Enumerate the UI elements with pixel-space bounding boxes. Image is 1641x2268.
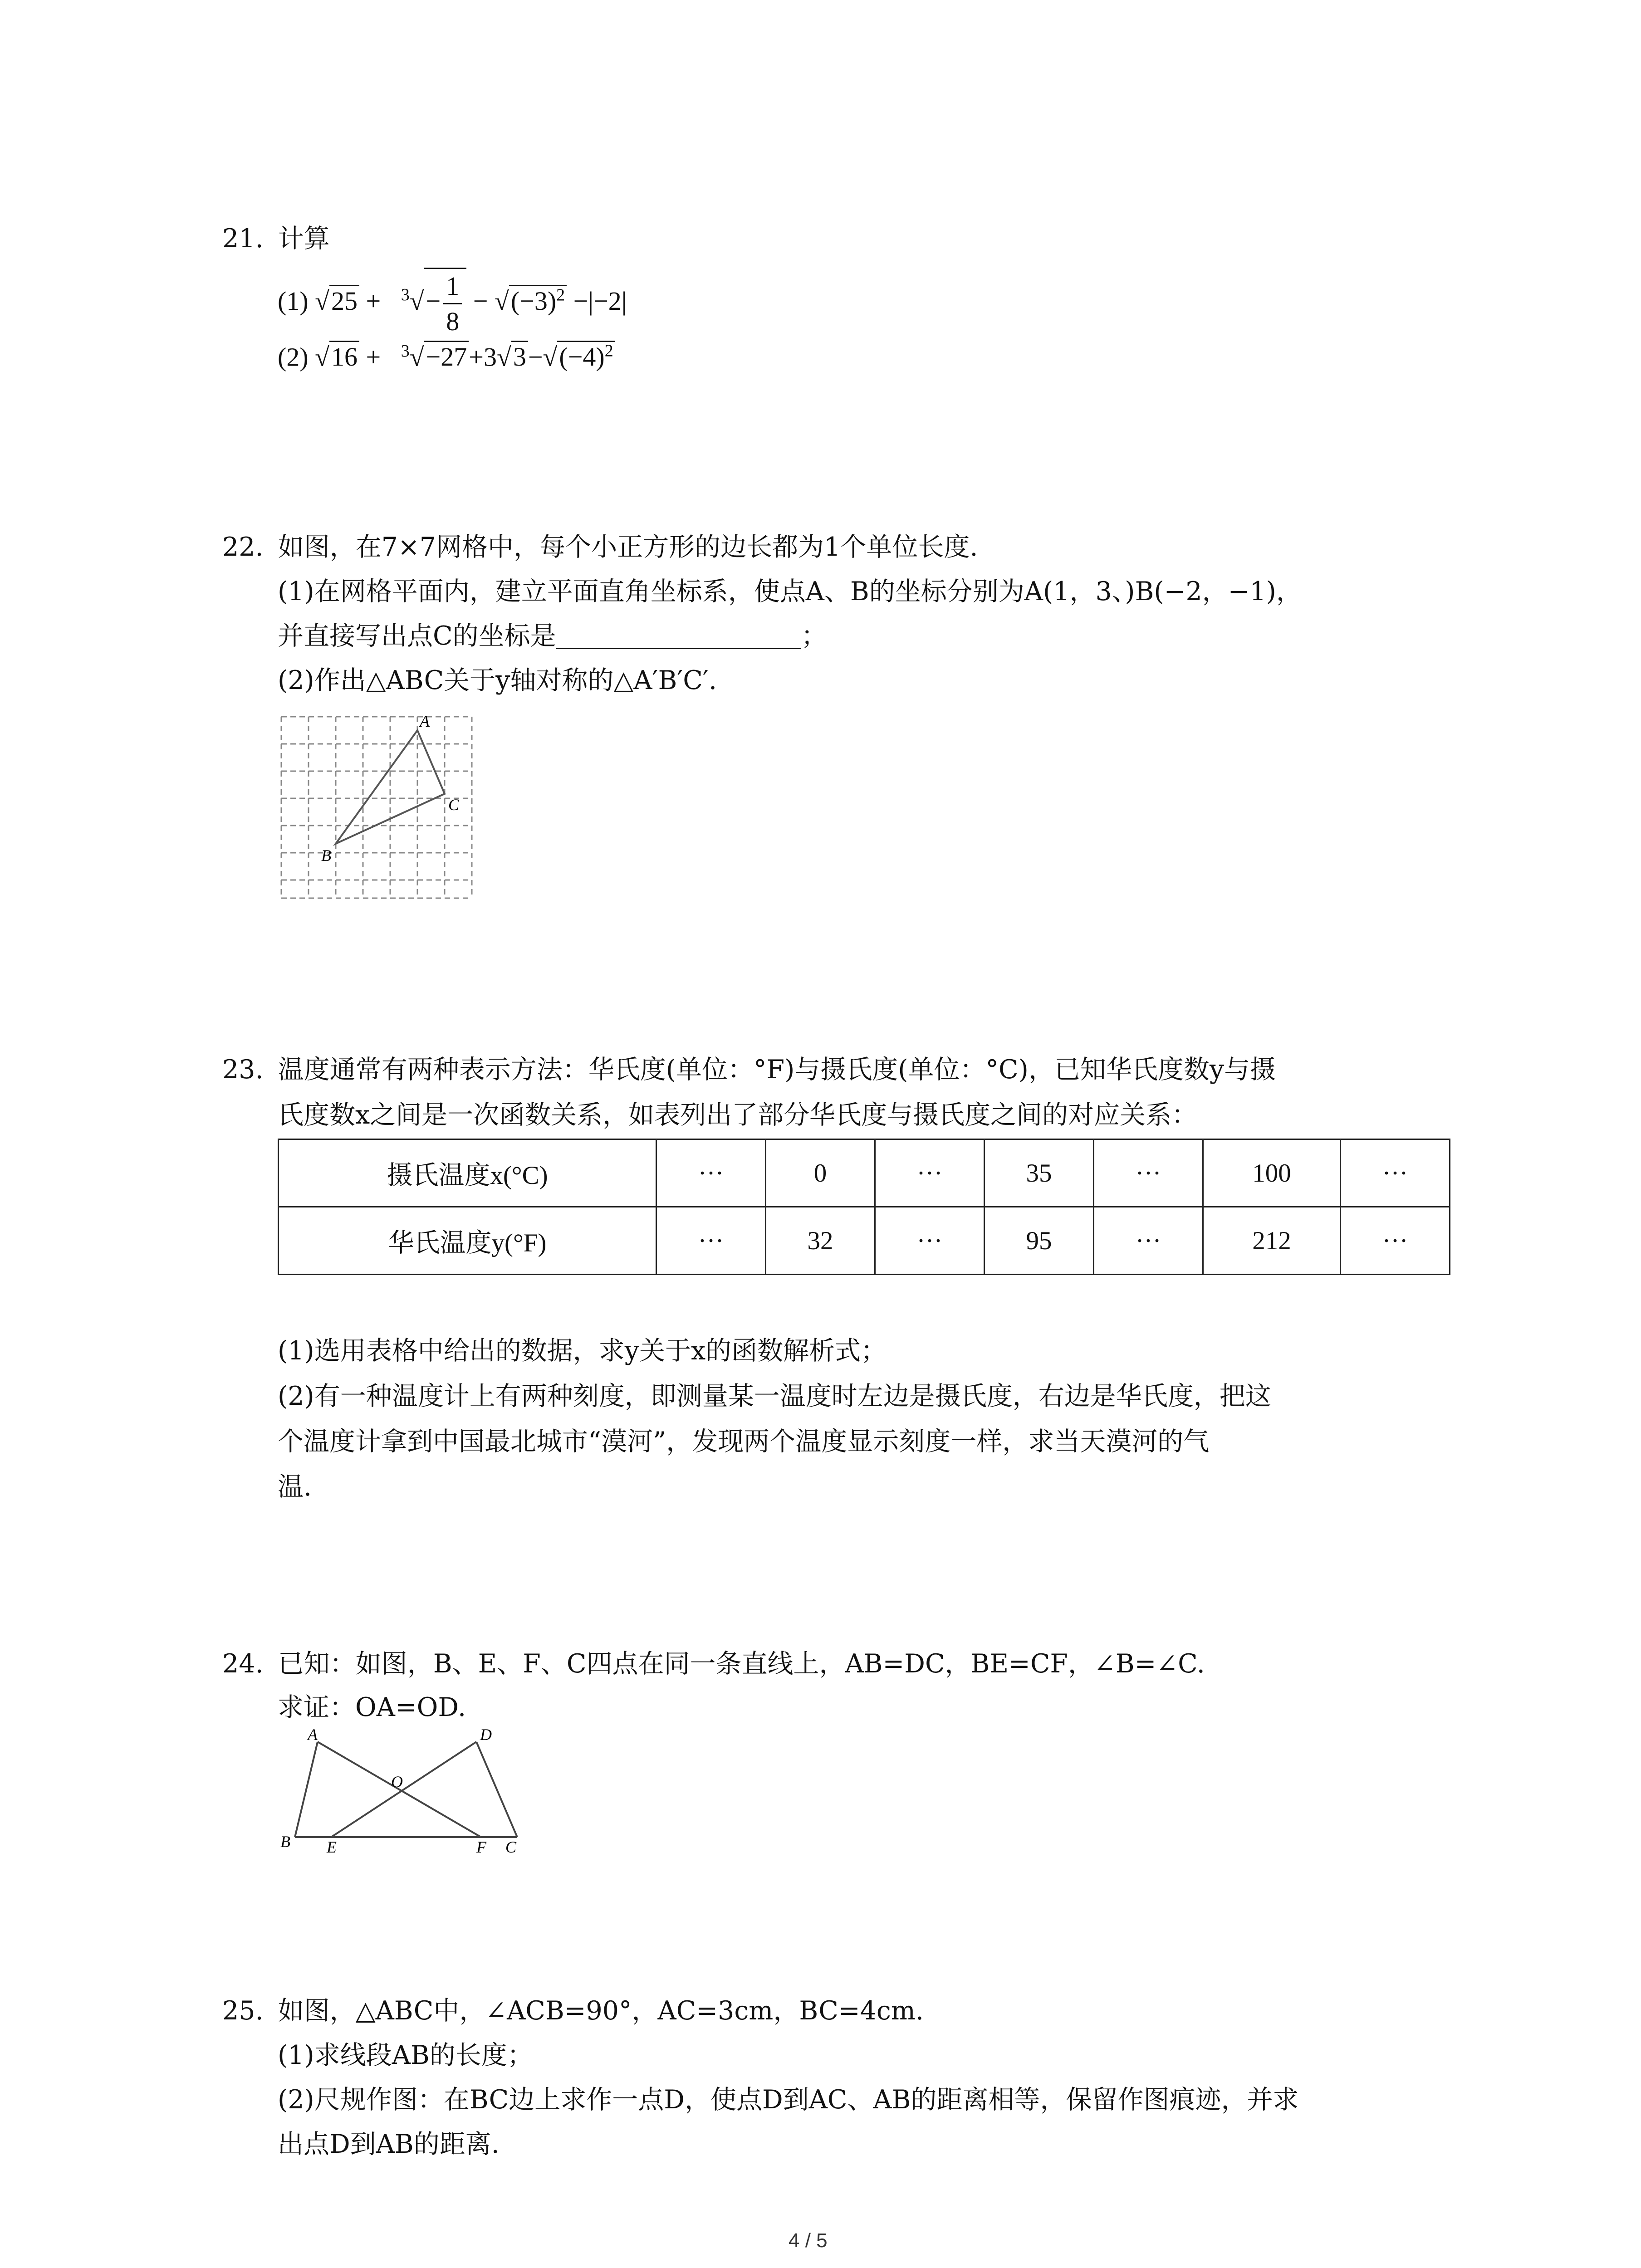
q22-line1-text: 如图，在7×7网格中，每个小正方形的边长都为1个单位长度. <box>278 532 978 562</box>
table-cell: 32 <box>766 1207 875 1275</box>
table-cell: ··· <box>875 1139 985 1207</box>
q24-number: 24. <box>222 1649 264 1679</box>
q21-p2-label: (2) <box>278 342 309 372</box>
q24-line2: 求证：OA=OD. <box>278 1692 466 1722</box>
q24-line1 <box>222 1651 1205 1677</box>
q21-p1-cube-index: 3 <box>401 285 410 305</box>
page-number: 4 / 5 <box>789 2229 828 2252</box>
q24-label-o: O <box>391 1773 403 1791</box>
q22-line1 <box>222 534 978 560</box>
row2-header: 华氏温度y(°F) <box>279 1207 656 1275</box>
q24-label-e: E <box>327 1838 337 1856</box>
q22-line4: (2)作出△ABC关于y轴对称的△A′B′C′. <box>278 665 717 695</box>
table-cell: ··· <box>1094 1207 1203 1275</box>
q22-number: 22. <box>222 532 264 562</box>
q21-p2-minus: − <box>528 342 543 372</box>
row1-header: 摄氏温度x(°C) <box>279 1139 656 1207</box>
sqrt-symbol: √ <box>409 286 424 316</box>
q21-p2-rad4-exp: 2 <box>604 342 613 361</box>
q21-part2 <box>278 341 615 372</box>
q21-p2-plus: + <box>366 342 381 372</box>
q21-title: 计算 <box>278 224 330 254</box>
q22-label-c: C <box>448 796 460 814</box>
sqrt-symbol: √ <box>543 342 558 372</box>
table-cell: ··· <box>656 1139 766 1207</box>
q23-number: 23. <box>222 1055 264 1085</box>
q25-line1 <box>222 1998 924 2024</box>
q24-label-c: C <box>505 1838 517 1856</box>
q22-label-b: B <box>321 846 331 865</box>
sqrt-symbol: √ <box>315 286 329 316</box>
grid-lines <box>281 717 472 898</box>
temperature-table <box>278 1139 1450 1275</box>
sqrt-symbol: √ <box>315 342 329 372</box>
q24-lines <box>295 1742 517 1837</box>
sqrt-symbol: √ <box>409 342 424 372</box>
q21-p2-rad4-base: (−4) <box>559 342 605 372</box>
q25-number: 25. <box>222 1996 264 2026</box>
q25-line4: 出点D到AB的距离. <box>278 2129 500 2159</box>
q21-p1-radicand1: 25 <box>329 285 359 316</box>
q21-p2-radicand2: −27 <box>424 341 469 371</box>
sqrt-symbol: √ <box>496 342 511 372</box>
q21-p2-cube-index: 3 <box>401 342 410 361</box>
q21-p1-frac-sign: − <box>426 286 441 316</box>
q25-line3: (2)尺规作图：在BC边上求作一点D，使点D到AC、AB的距离相等，保留作图痕迹，并求 <box>278 2085 1299 2115</box>
q23-part2-line2: 个温度计拿到中国最北城市“漠河”，发现两个温度显示刻度一样，求当天漠河的气 <box>278 1427 1210 1457</box>
q22-grid-figure <box>272 708 481 907</box>
q21-p2-radicand1: 16 <box>329 341 359 371</box>
q21-p2-radicand3: 3 <box>511 341 528 371</box>
q22-line3 <box>278 623 827 649</box>
table-row <box>279 1139 1450 1207</box>
table-cell: ··· <box>1341 1207 1450 1275</box>
q21-p1-frac-num: 1 <box>443 271 462 304</box>
table-cell: ··· <box>1094 1139 1203 1207</box>
q24-label-a: A <box>308 1725 318 1744</box>
q24-label-f: F <box>476 1838 486 1856</box>
q24-label-b: B <box>280 1833 290 1851</box>
table-row <box>279 1207 1450 1275</box>
q21-title-line <box>222 226 330 252</box>
q25-line1-text: 如图，△ABC中，∠ACB=90°，AC=3cm，BC=4cm. <box>278 1996 924 2026</box>
q25-line2: (1)求线段AB的长度； <box>278 2040 533 2070</box>
q22-line3-post: ； <box>801 621 827 651</box>
table-cell: 35 <box>985 1139 1094 1207</box>
q21-p1-frac-den: 8 <box>446 307 460 336</box>
table-cell: ··· <box>656 1207 766 1275</box>
q21-p1-radicand3 <box>509 285 567 316</box>
q21-p1-cube-radicand <box>424 268 467 337</box>
q22-line2: (1)在网格平面内，建立平面直角坐标系，使点A、B的坐标分别为A(1，3、)B(−2，−1)， <box>278 577 1302 606</box>
q21-p1-plus: + <box>366 286 381 316</box>
q23-line1-text: 温度通常有两种表示方法：华氏度(单位：°F)与摄氏度(单位：°C)，已知华氏度数y与摄 <box>278 1055 1276 1085</box>
q21-p2-radicand4 <box>557 341 615 371</box>
table-cell: 95 <box>985 1207 1094 1275</box>
table-cell: 0 <box>766 1139 875 1207</box>
q21-p1-label: (1) <box>278 286 309 316</box>
table-cell: 100 <box>1203 1139 1341 1207</box>
q21-p1-fraction <box>443 271 462 337</box>
q21-number: 21. <box>222 224 264 254</box>
q23-part2-line1: (2)有一种温度计上有两种刻度，即测量某一温度时左边是摄氏度，右边是华氏度，把这 <box>278 1381 1271 1411</box>
q22-answer-blank[interactable] <box>556 625 801 649</box>
q23-part1: (1)选用表格中给出的数据，求y关于x的函数解析式； <box>278 1336 887 1366</box>
sqrt-symbol: √ <box>494 286 509 316</box>
q23-line2: 氏度数x之间是一次函数关系，如表列出了部分华氏度与摄氏度之间的对应关系： <box>278 1100 1198 1130</box>
q21-p2-mid: +3 <box>469 342 497 372</box>
q21-part1 <box>278 268 627 336</box>
table-cell: 212 <box>1203 1207 1341 1275</box>
q24-line1-text: 已知：如图，B、E、F、C四点在同一条直线上，AB=DC，BE=CF，∠B=∠C. <box>278 1649 1205 1679</box>
q24-figure <box>272 1724 526 1860</box>
q22-label-a: A <box>420 712 430 730</box>
q23-line1 <box>222 1057 1276 1083</box>
q24-label-d: D <box>480 1725 492 1744</box>
table-cell: ··· <box>1341 1139 1450 1207</box>
q21-p1-rad3-exp: 2 <box>556 285 565 305</box>
q21-p1-tail: −|−2| <box>567 286 627 316</box>
q23-part2-line3: 温. <box>278 1472 312 1502</box>
q22-line3-pre: 并直接写出点C的坐标是 <box>278 621 556 651</box>
q21-p1-minus: − <box>473 286 488 316</box>
q21-p1-rad3-base: (−3) <box>510 286 557 316</box>
table-cell: ··· <box>875 1207 985 1275</box>
